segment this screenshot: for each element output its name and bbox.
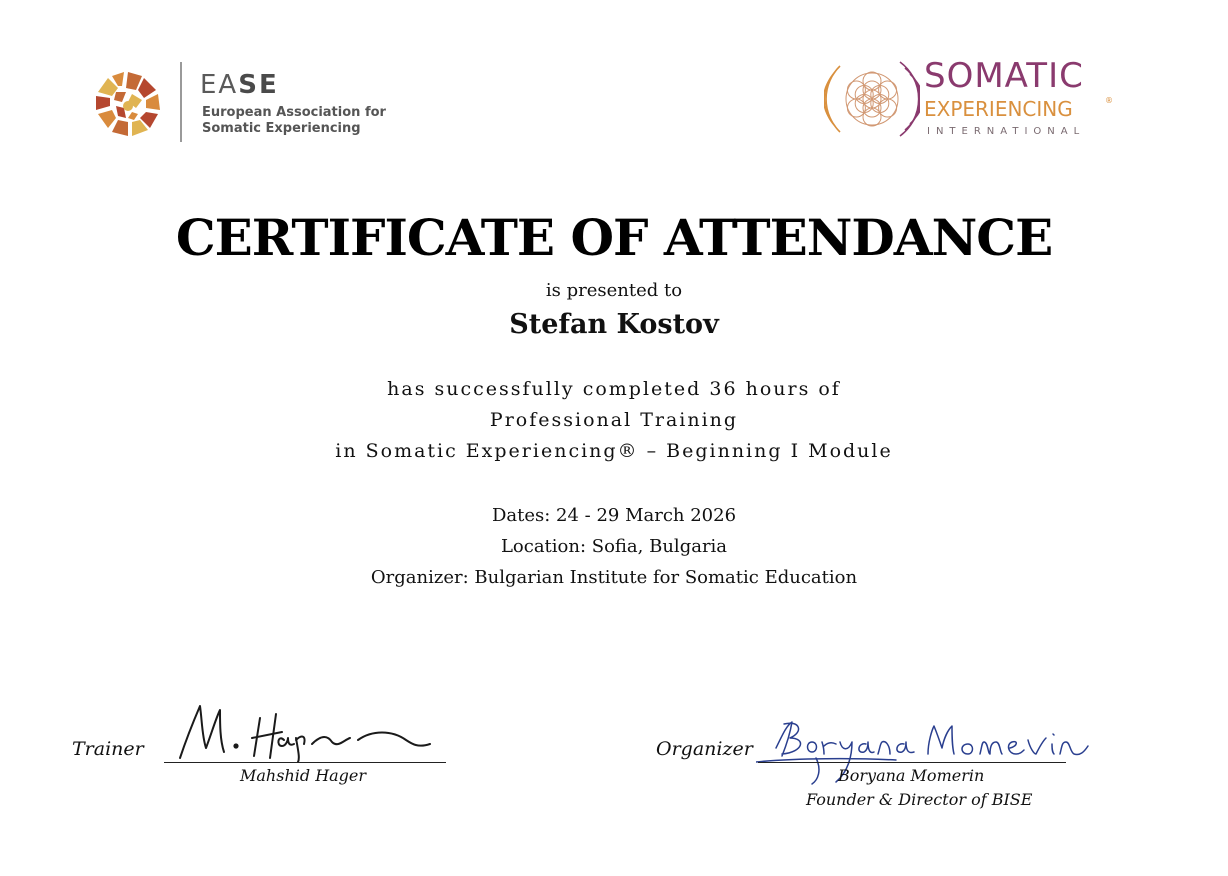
certificate-title: CERTIFICATE OF ATTENDANCE <box>175 208 1053 267</box>
sei-logo <box>824 52 1124 148</box>
location-text: Location: Sofia, Bulgaria <box>500 536 728 557</box>
trainer-signature <box>172 700 442 764</box>
ease-name: EASE <box>200 70 279 100</box>
sei-name-line2: EXPERIENCING <box>924 97 1073 121</box>
completion-line: Professional Training <box>489 409 739 431</box>
sei-name-line1: SOMATIC <box>924 56 1084 96</box>
dates-text: Dates: 24 - 29 March 2026 <box>491 505 737 526</box>
presented-to-text: is presented to <box>545 280 683 301</box>
organizer-label: Organizer <box>656 738 753 760</box>
ease-mosaic-icon <box>92 68 164 140</box>
completion-statement <box>0 374 1228 467</box>
organizer-signature-line <box>758 762 1066 763</box>
organizer-text: Organizer: Bulgarian Institute for Somatic Education <box>370 567 858 588</box>
completion-line: in Somatic Experiencing® – Beginning I Module <box>335 440 893 462</box>
trainer-signature-line <box>164 762 446 763</box>
trainer-name: Mahshid Hager <box>240 766 367 785</box>
sei-flower-of-life-icon <box>824 52 920 148</box>
registered-mark: ® <box>1105 96 1113 105</box>
recipient-name: Stefan Kostov <box>509 309 719 340</box>
ease-subtitle: European Association for Somatic Experiencing <box>202 105 386 136</box>
ease-logo <box>92 62 402 146</box>
sei-name-line3: INTERNATIONAL <box>927 126 1086 137</box>
completion-line: has successfully completed 36 hours of <box>387 378 841 400</box>
organizer-name: Boryana Momerin <box>838 766 985 785</box>
trainer-label: Trainer <box>72 738 144 760</box>
course-details <box>0 500 1228 593</box>
organizer-role: Founder & Director of BISE <box>806 790 1033 809</box>
